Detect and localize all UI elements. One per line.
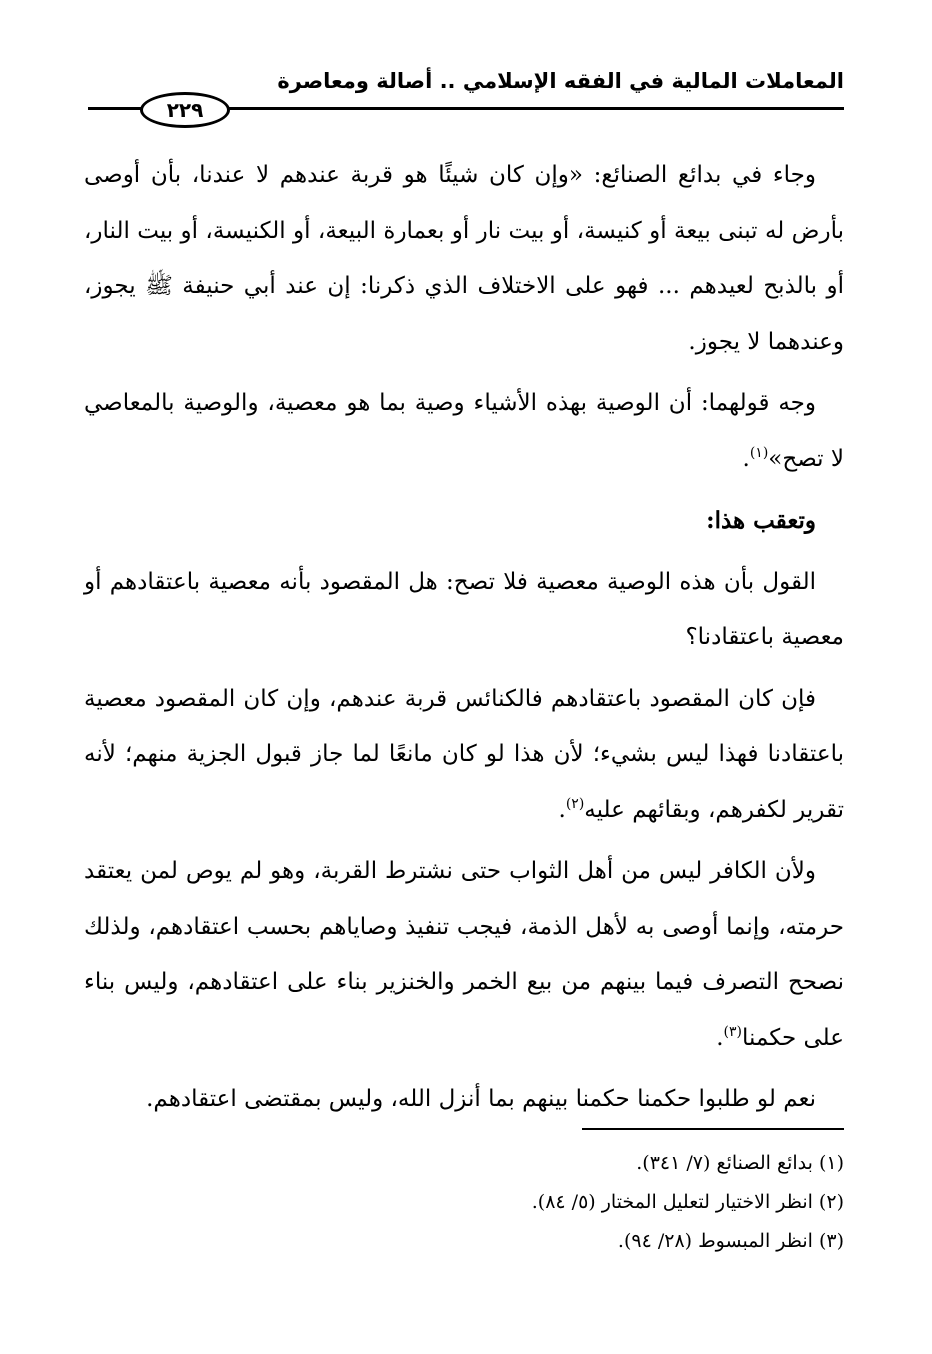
footnote-item: (١) بدائع الصنائع (٧/ ٣٤١). <box>636 1152 844 1174</box>
paragraph-reasoning <box>84 376 844 487</box>
footnote-separator <box>582 1128 844 1130</box>
paragraph-text: فإن كان المقصود باعتقادهم فالكنائس قربة عندهم، وإن كان المقصود معصية باعتقادنا فهذا ليس بشيء؛ لأن هذا لو كان مانعًا لما جاز قبول الجزية منهم؛ لأنه تقرير لكفرهم، وبقائهم عليه <box>84 685 844 823</box>
paragraph-conclusion <box>84 1072 844 1128</box>
paragraph-text: القول بأن هذه الوصية معصية فلا تصح: هل المقصود بأنه معصية باعتقادهم أو معصية باعتقادنا؟ <box>84 568 844 650</box>
paragraph-end: . <box>716 1024 724 1051</box>
footnote-reference[interactable]: (١) <box>749 444 769 461</box>
paragraph-answer <box>84 672 844 839</box>
running-header-title: المعاملات المالية في الفقه الإسلامي .. أصالة ومعاصرة <box>277 69 844 93</box>
paragraph-end: . <box>742 445 750 472</box>
paragraph-end: . <box>558 796 566 823</box>
paragraph-quote-badai <box>84 148 844 370</box>
main-text <box>84 148 844 1134</box>
paragraph-text: وجاء في بدائع الصنائع: «وإن كان شيئًا هو قربة عندهم لا عندنا، بأن أوصى بأرض له تبنى بيعة أو كنيسة، أو بيت نار أو بعمارة البيعة، أو الكنيسة، أو بيت النار، أو بالذبح لعيدهم ... فهو على الاختلاف الذي ذكرنا: إن عند أبي حنيفة ﷺ يجوز، وعندهما لا يجوز. <box>84 162 844 355</box>
paragraph-text: ولأن الكافر ليس من أهل الثواب حتى نشترط القربة، وهو لم يوص لمن يعتقد حرمته، وإنما أوصى به لأهل الذمة، فيجب تنفيذ وصاياهم بحسب اعتقادهم، ولذلك نصحح التصرف فيما بينهم من بيع الخمر والخنزير بناء على اعتقادهم، وليس بناء على حكمنا <box>84 858 844 1051</box>
section-heading <box>84 493 844 549</box>
footnote-item: (٢) انظر الاختيار لتعليل المختار (٥/ ٨٤). <box>531 1191 844 1213</box>
footnotes <box>84 1144 844 1261</box>
paragraph-text: وجه قولهما: أن الوصية بهذه الأشياء وصية بما هو معصية، والوصية بالمعاصي لا تصح» <box>84 390 844 472</box>
paragraph-text: نعم لو طلبوا حكمنا حكمنا بينهم بما أنزل الله، وليس بمقتضى اعتقادهم. <box>146 1086 816 1112</box>
paragraph-argument <box>84 844 844 1066</box>
footnote-reference[interactable]: (٣) <box>723 1023 743 1040</box>
heading-text: وتعقب هذا: <box>706 507 816 534</box>
paragraph-question <box>84 555 844 666</box>
footnote-item: (٣) انظر المبسوط (٢٨/ ٩٤). <box>617 1230 844 1252</box>
footnote-reference[interactable]: (٢) <box>565 795 585 812</box>
page-number: ٢٢٩ <box>140 92 230 128</box>
